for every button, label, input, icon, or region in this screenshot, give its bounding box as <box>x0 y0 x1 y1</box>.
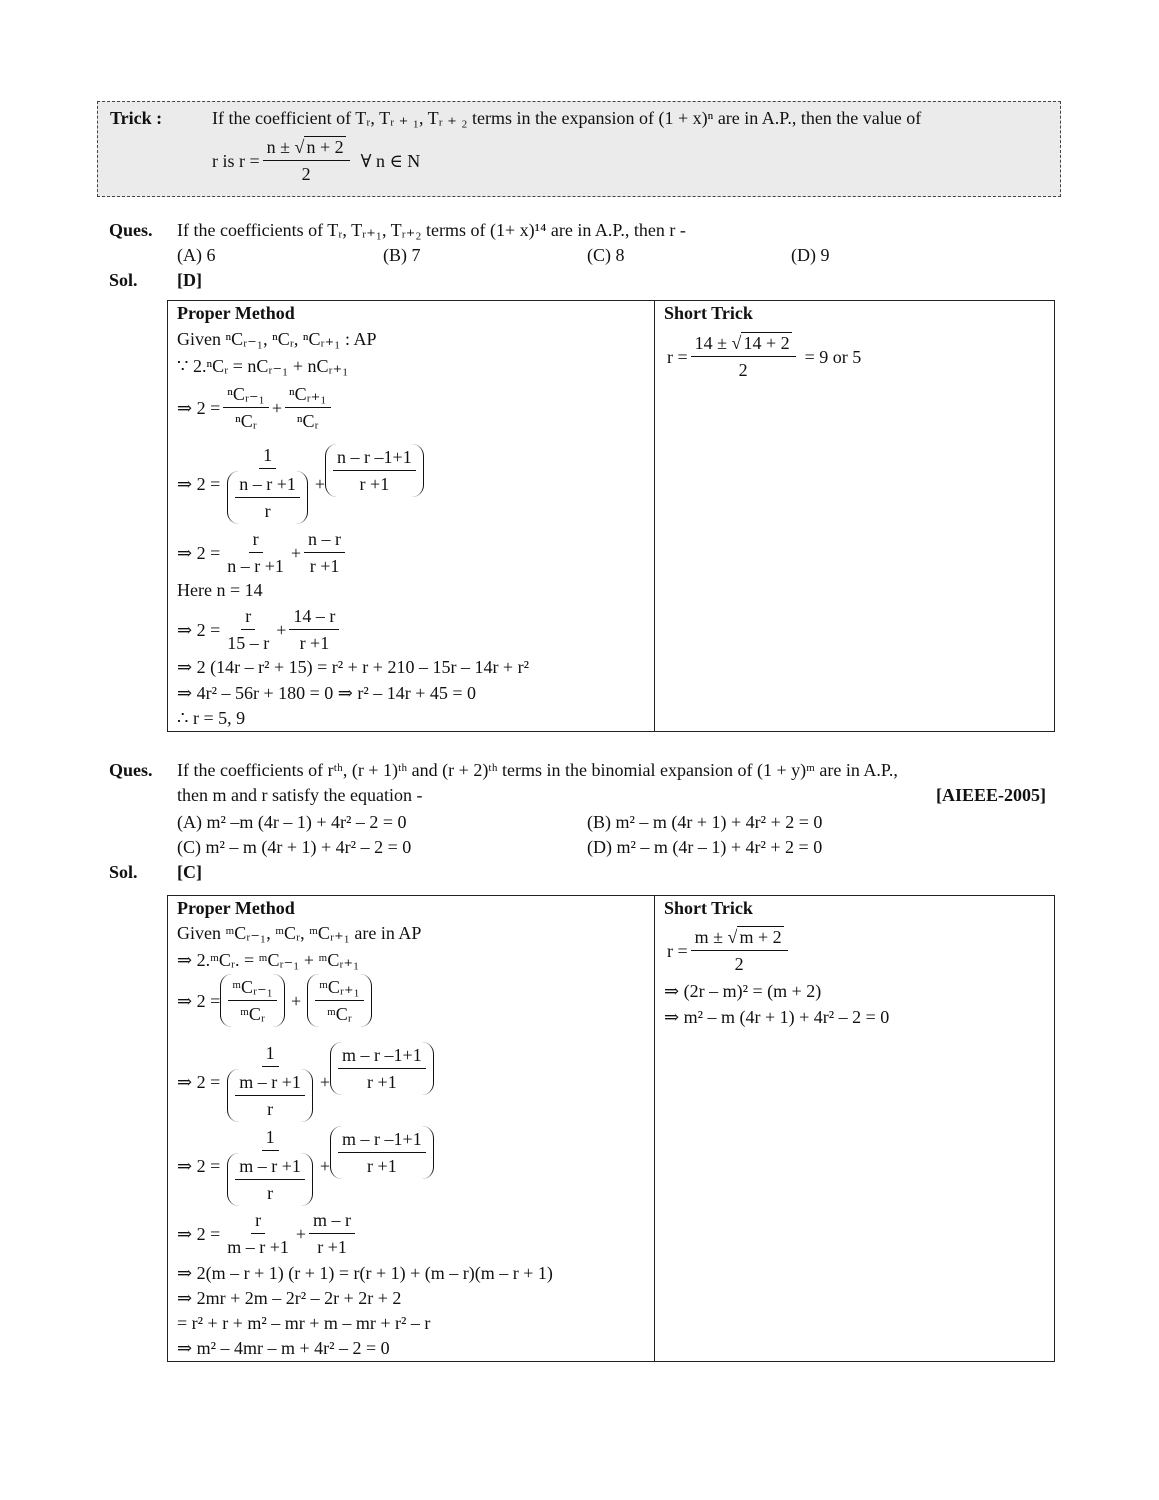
solution-answer: [C] <box>177 862 202 882</box>
fraction <box>223 444 312 524</box>
numerator-prefix: m ± <box>694 927 724 947</box>
paren <box>330 1126 434 1179</box>
denominator: ⁿCᵣ <box>296 411 319 431</box>
denominator: 2 <box>301 164 311 184</box>
column-divider <box>654 301 655 731</box>
sqrt-icon: √ <box>731 333 742 353</box>
step-fraction-4 <box>177 605 342 654</box>
fraction <box>223 1126 317 1206</box>
plus: + <box>319 1156 331 1176</box>
fraction <box>285 383 331 432</box>
short-trick-title: Short Trick <box>664 303 753 323</box>
option-b: (B) m² – m (4r + 1) + 4r² + 2 = 0 <box>587 812 823 832</box>
numerator: 1 <box>262 1126 279 1151</box>
step-fraction-1 <box>177 974 372 1027</box>
column-divider <box>654 896 655 1361</box>
step-line: ⇒ 2.ᵐCᵣ. = ᵐCᵣ₋₁ + ᵐCᵣ₊₁ <box>177 950 360 970</box>
option-a: (A) 6 <box>177 245 216 265</box>
implies: ⇒ 2 = <box>177 542 221 563</box>
short-trick-formula <box>667 332 861 381</box>
formula-prefix: r = <box>667 940 688 961</box>
trick-formula <box>212 136 420 185</box>
fraction <box>223 383 269 432</box>
trick-label: Trick : <box>110 108 163 128</box>
implies: ⇒ 2 = <box>177 619 221 640</box>
implies: ⇒ 2 = <box>177 1223 221 1244</box>
denominator: r <box>267 1183 274 1203</box>
paren <box>227 1153 313 1206</box>
sqrt-icon: √ <box>294 137 305 157</box>
fraction <box>223 1209 293 1258</box>
numerator: n – r <box>304 528 345 553</box>
numerator: m – r –1+1 <box>338 1128 426 1153</box>
short-trick-formula <box>667 926 791 975</box>
numerator: 1 <box>262 1042 279 1067</box>
step-fraction-3 <box>177 528 348 577</box>
step-line: Given ᵐCᵣ₋₁, ᵐCᵣ, ᵐCᵣ₊₁ are in AP <box>177 923 422 943</box>
step-line: ⇒ m² – 4mr – m + 4r² – 2 = 0 <box>177 1338 390 1358</box>
numerator: n – r +1 <box>235 473 300 498</box>
numerator: r <box>241 605 255 630</box>
fraction <box>228 976 277 1025</box>
option-c: (C) m² – m (4r + 1) + 4r² – 2 = 0 <box>177 837 412 857</box>
fraction <box>223 605 273 654</box>
paren <box>330 1042 434 1095</box>
step-line: ⇒ 4r² – 56r + 180 = 0 ⇒ r² – 14r + 45 = 0 <box>177 683 477 703</box>
fraction <box>691 926 788 975</box>
step-fraction-1 <box>177 383 334 432</box>
step-line: Given ⁿCᵣ₋₁, ⁿCᵣ, ⁿCᵣ₊₁ : AP <box>177 329 377 349</box>
implies: ⇒ 2 = <box>177 990 221 1011</box>
denominator: r +1 <box>359 474 390 494</box>
denominator: r <box>264 501 271 521</box>
option-a: (A) m² –m (4r – 1) + 4r² – 2 = 0 <box>177 812 407 832</box>
option-c: (C) 8 <box>587 245 625 265</box>
numerator: ⁿCᵣ₋₁ <box>223 383 269 408</box>
short-trick-line: ⇒ (2r – m)² = (m + 2) <box>664 981 822 1001</box>
denominator: m – r +1 <box>227 1237 289 1257</box>
numerator: r <box>251 1209 265 1234</box>
denominator: ⁿCᵣ <box>235 411 257 431</box>
paren <box>220 974 285 1027</box>
step-fraction-2 <box>177 1042 434 1122</box>
implies: ⇒ 2 = <box>177 397 221 418</box>
sqrt-arg: n + 2 <box>306 137 344 157</box>
short-trick-line: ⇒ m² – m (4r + 1) + 4r² – 2 = 0 <box>664 1007 890 1027</box>
trick-formula-suffix: ∀ n ∈ N <box>360 150 421 171</box>
sqrt <box>728 926 784 948</box>
fraction <box>235 1155 305 1204</box>
paren <box>307 974 372 1027</box>
trick-text: If the coefficient of Tᵣ, Tᵣ ₊ ₁, Tᵣ ₊ ₂ terms in the expansion of (1 + x)ⁿ are in A.P., then the value of <box>212 108 922 128</box>
numerator: ⁿCᵣ₊₁ <box>285 383 331 408</box>
plus: + <box>276 619 287 640</box>
question-source: [AIEEE-2005] <box>935 785 1046 805</box>
denominator: 15 – r <box>227 633 270 653</box>
solution-label: Sol. <box>109 270 138 290</box>
denominator: r +1 <box>309 556 340 576</box>
numerator: m – r <box>309 1209 355 1234</box>
proper-method-title: Proper Method <box>177 898 295 918</box>
solution-answer: [D] <box>177 270 202 290</box>
fraction <box>223 1042 317 1122</box>
fraction <box>263 136 350 185</box>
question-text: If the coefficients of rᵗʰ, (r + 1)ᵗʰ and (r + 2)ᵗʰ terms in the binomial expansion of (1 + y)ᵐ are in A.P., <box>177 760 898 780</box>
formula-result: = 9 or 5 <box>804 346 862 367</box>
numerator: r <box>249 528 263 553</box>
option-d: (D) m² – m (4r – 1) + 4r² + 2 = 0 <box>587 837 823 857</box>
implies: ⇒ 2 = <box>177 474 221 494</box>
denominator: ᵐCᵣ <box>327 1004 352 1024</box>
numerator: m – r +1 <box>235 1071 305 1096</box>
sqrt-arg: 14 + 2 <box>743 333 790 353</box>
step-fraction-3 <box>177 1126 434 1206</box>
fraction <box>315 976 364 1025</box>
implies: ⇒ 2 = <box>177 1072 221 1092</box>
fraction <box>338 1128 426 1177</box>
denominator: 2 <box>734 954 744 974</box>
fraction <box>691 332 796 381</box>
step-fraction-4 <box>177 1209 358 1258</box>
fraction <box>235 473 300 522</box>
fraction <box>304 528 345 577</box>
plus: + <box>290 542 302 563</box>
numerator: m – r +1 <box>235 1155 305 1180</box>
trick-formula-prefix: r is r = <box>212 150 260 171</box>
numerator-prefix: n ± <box>266 137 291 157</box>
paren <box>227 1069 313 1122</box>
plus: + <box>290 990 302 1011</box>
sqrt <box>732 332 792 354</box>
denominator: 2 <box>738 360 748 380</box>
proper-method-title: Proper Method <box>177 303 295 323</box>
plus: + <box>271 397 282 418</box>
sqrt <box>295 136 346 158</box>
denominator: r <box>267 1099 274 1119</box>
option-b: (B) 7 <box>383 245 421 265</box>
numerator: ᵐCᵣ₋₁ <box>228 976 277 1001</box>
option-d: (D) 9 <box>791 245 830 265</box>
implies: ⇒ 2 = <box>177 1156 221 1176</box>
numerator: m – r –1+1 <box>338 1044 426 1069</box>
plus: + <box>319 1072 331 1092</box>
question-label: Ques. <box>109 760 153 780</box>
formula-prefix: r = <box>667 346 688 367</box>
fraction <box>309 1209 355 1258</box>
step-line: = r² + r + m² – mr + m – mr + r² – r <box>177 1313 431 1333</box>
fraction <box>223 528 288 577</box>
numerator: ᵐCᵣ₊₁ <box>315 976 364 1001</box>
denominator: n – r +1 <box>227 556 284 576</box>
step-line: ⇒ 2mr + 2m – 2r² – 2r + 2r + 2 <box>177 1288 402 1308</box>
denominator: ᵐCᵣ <box>240 1004 266 1024</box>
step-line: Here n = 14 <box>177 580 263 600</box>
sqrt-arg: m + 2 <box>739 927 782 947</box>
short-trick-title: Short Trick <box>664 898 753 918</box>
denominator: r +1 <box>367 1072 397 1092</box>
plus: + <box>295 1223 307 1244</box>
question-label: Ques. <box>109 220 153 240</box>
step-line: ⇒ 2 (14r – r² + 15) = r² + r + 210 – 15r – 14r + r² <box>177 657 529 677</box>
paren <box>325 444 424 497</box>
question-text: If the coefficients of Tᵣ, Tᵣ₊₁, Tᵣ₊₂ terms of (1+ x)¹⁴ are in A.P., then r - <box>177 220 686 240</box>
numerator: n – r –1+1 <box>333 446 416 471</box>
step-line: ∴ r = 5, 9 <box>177 708 246 728</box>
denominator: r +1 <box>299 633 330 653</box>
step-line: ∵ 2.ⁿCᵣ = nCᵣ₋₁ + nCᵣ₊₁ <box>177 356 349 376</box>
numerator-prefix: 14 ± <box>694 333 728 353</box>
step-fraction-2 <box>177 444 424 524</box>
numerator: 1 <box>259 444 276 469</box>
question-text: then m and r satisfy the equation - <box>177 785 423 805</box>
plus: + <box>314 474 326 494</box>
fraction <box>289 605 339 654</box>
fraction <box>333 446 416 495</box>
step-line: ⇒ 2(m – r + 1) (r + 1) = r(r + 1) + (m – r)(m – r + 1) <box>177 1263 553 1283</box>
fraction <box>338 1044 426 1093</box>
solution-label: Sol. <box>109 862 138 882</box>
denominator: r +1 <box>367 1156 397 1176</box>
fraction <box>235 1071 305 1120</box>
paren <box>227 471 308 524</box>
numerator: 14 – r <box>289 605 339 630</box>
denominator: r +1 <box>317 1237 347 1257</box>
sqrt-icon: √ <box>727 927 738 947</box>
